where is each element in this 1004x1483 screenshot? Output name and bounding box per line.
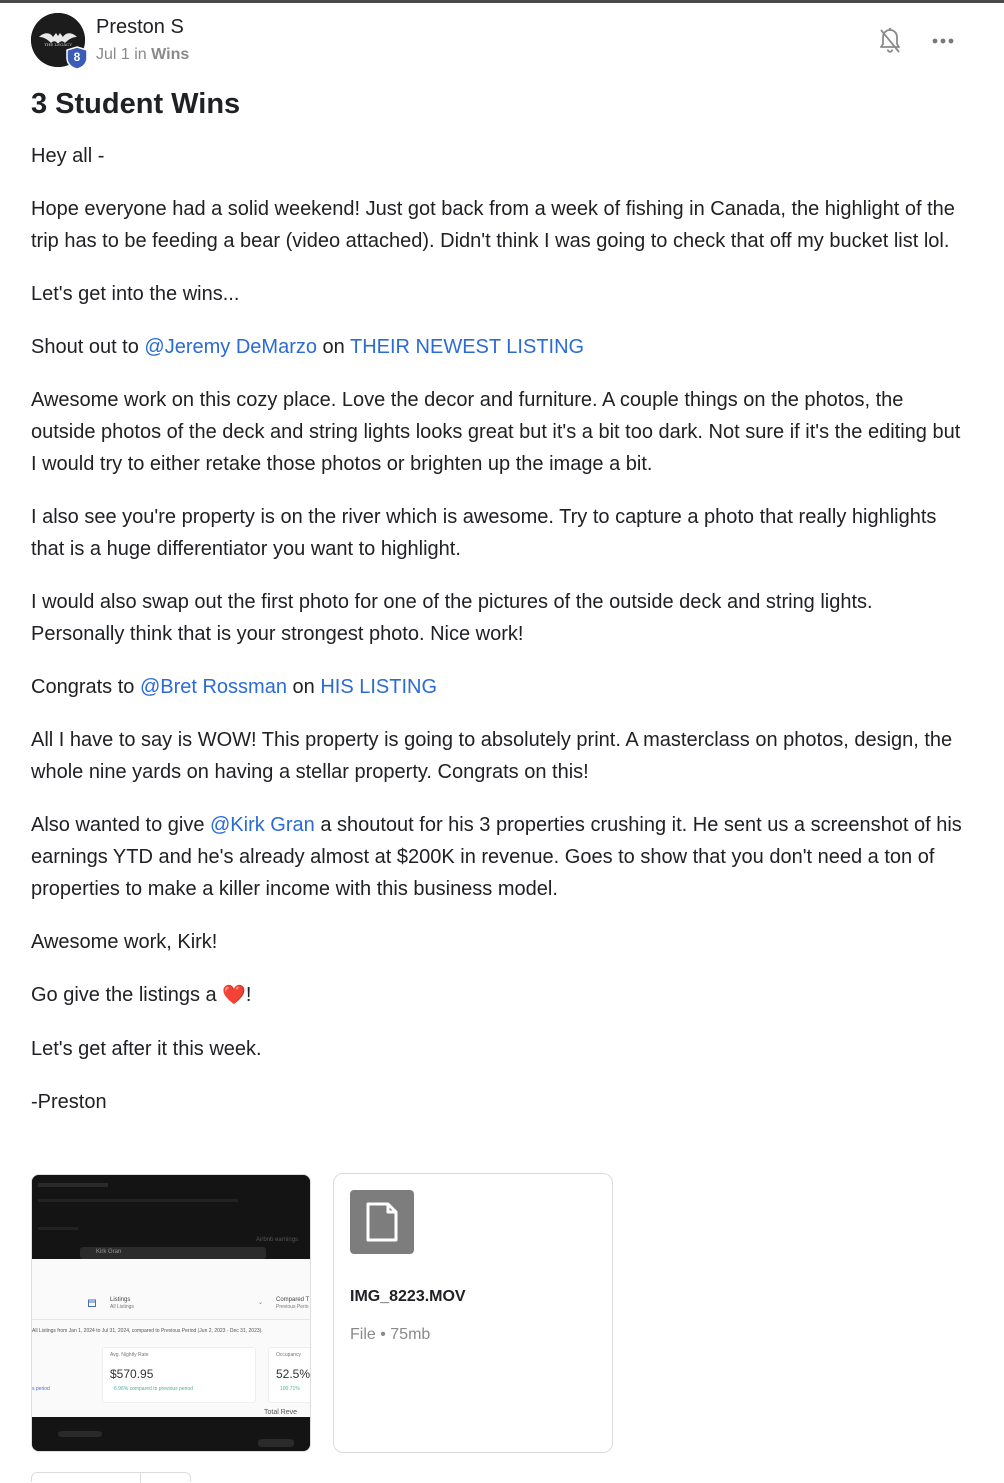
- paragraph: All I have to say is WOW! This property is going to absolutely print. A masterclass on photos, design, the whole nine yards on having a stellar property. Congrats on this!: [31, 729, 953, 783]
- paragraph: [31, 671, 971, 703]
- text: Go give the listings a: [31, 984, 223, 1006]
- paragraph: I also see you're property is on the river which is awesome. Try to capture a photo that really highlights that is a huge differentiator you want to highlight.: [31, 506, 937, 560]
- image-attachment[interactable]: [31, 1174, 311, 1452]
- thumb-total-revenue: Total Reve: [264, 1409, 298, 1416]
- thumbnail-dark-footer: [32, 1417, 311, 1452]
- level-badge: [65, 46, 89, 70]
- reaction-bar[interactable]: [31, 1472, 191, 1482]
- calendar-icon: [88, 1299, 96, 1307]
- link-their-newest-listing[interactable]: THEIR NEWEST LISTING: [349, 336, 585, 358]
- in-word: in: [134, 46, 147, 63]
- mention-bret-rossman[interactable]: @Bret Rossman: [139, 676, 287, 698]
- text: !: [245, 984, 252, 1006]
- thumb-listings-label: Listings: [110, 1297, 131, 1303]
- thumb-listings-sub: All Listings: [110, 1304, 134, 1310]
- mention-kirk-gran[interactable]: @Kirk Gran: [210, 814, 315, 836]
- paragraph: Let's get after it this week.: [31, 1038, 262, 1060]
- thumb-compared-label: Compared T: [276, 1297, 310, 1303]
- text: on: [316, 336, 350, 358]
- thumb-adr-label: Avg. Nightly Rate: [110, 1352, 149, 1358]
- thumbnail-dark-header: [32, 1175, 311, 1259]
- thumb-adr-value: $570.95: [110, 1367, 154, 1381]
- thumb-range-text: All Listings from Jan 1, 2024 to Jul 31, 2024, compared to Previous Period (Jun 2, 2023 - Dec 31, 2023).: [32, 1328, 263, 1334]
- paragraph: -Preston: [31, 1091, 107, 1113]
- file-name[interactable]: IMG_8223.MOV: [350, 1288, 466, 1305]
- svg-text:THE LEGACY: THE LEGACY: [44, 42, 72, 47]
- thumb-row-name: Kirk Gran: [96, 1249, 122, 1255]
- paragraph: [31, 979, 971, 1012]
- paragraph: Awesome work, Kirk!: [31, 931, 218, 953]
- paragraph: Hope everyone had a solid weekend! Just got back from a week of fishing in Canada, the highlight of the trip has to be feeding a bear (video attached). Didn't think I was going to check that off my bucket list lol.: [31, 198, 955, 252]
- paragraph: Hey all -: [31, 145, 105, 167]
- author-name[interactable]: Preston S: [96, 16, 184, 38]
- paragraph: [31, 331, 971, 363]
- divider: [140, 1473, 141, 1483]
- thumb-occ-label: Occupancy: [276, 1352, 302, 1358]
- post-date: Jul 1: [96, 46, 130, 63]
- paragraph: Let's get into the wins...: [31, 283, 240, 305]
- thumb-compared-sub: Previous Perio: [276, 1304, 309, 1310]
- text: on: [286, 676, 321, 698]
- post-header: [31, 13, 971, 69]
- more-options-icon[interactable]: [929, 31, 959, 51]
- file-meta: File • 75mb: [350, 1326, 431, 1343]
- mention-jeremy-demarzo[interactable]: @Jeremy DeMarzo: [144, 336, 317, 358]
- thumb-chevron-icon: ⌄: [258, 1300, 264, 1306]
- thumb-left-cut: s period: [32, 1386, 50, 1392]
- thumb-occ-change: 100.71%: [280, 1386, 300, 1392]
- level-number: 8: [73, 50, 81, 64]
- heart-emoji-icon: ❤️: [222, 985, 246, 1006]
- file-document-icon: [350, 1190, 414, 1254]
- thumb-header-right: Airbnb earnings: [256, 1237, 299, 1243]
- category-link[interactable]: Wins: [151, 46, 190, 63]
- notification-bell-off-icon[interactable]: [877, 27, 903, 55]
- paragraph: [31, 809, 971, 905]
- post-meta: [96, 46, 189, 64]
- link-his-listing[interactable]: HIS LISTING: [320, 676, 438, 698]
- thumbnail-sheet: [32, 1259, 311, 1417]
- text: Also wanted to give: [31, 814, 210, 836]
- paragraph: Awesome work on this cozy place. Love the decor and furniture. A couple things on the photos, the outside photos of the deck and string lights looks great but it's a bit too dark. Not sure if it's the editing but I would try to either retake those photos or brighten up the image a bit.: [31, 389, 961, 475]
- avatar[interactable]: [31, 13, 85, 67]
- text: Shout out to: [31, 336, 145, 358]
- thumb-adr-change: 6.96% compared to previous period: [114, 1386, 193, 1392]
- thumb-occ-value: 52.5%: [276, 1367, 311, 1381]
- paragraph: I would also swap out the first photo for one of the pictures of the outside deck and string lights. Personally think that is your strongest photo. Nice work!: [31, 591, 873, 645]
- post-body: [31, 140, 971, 1139]
- post-title: 3 Student Wins: [31, 88, 241, 120]
- text: Congrats to: [31, 676, 140, 698]
- text: a shoutout for his 3 properties crushing it. He sent us a screenshot of his earnings YTD and he's already almost at $200K in revenue. Goes to show that you don't need a ton of properties to make a killer income with this business model.: [31, 814, 962, 900]
- file-attachment[interactable]: [333, 1173, 613, 1453]
